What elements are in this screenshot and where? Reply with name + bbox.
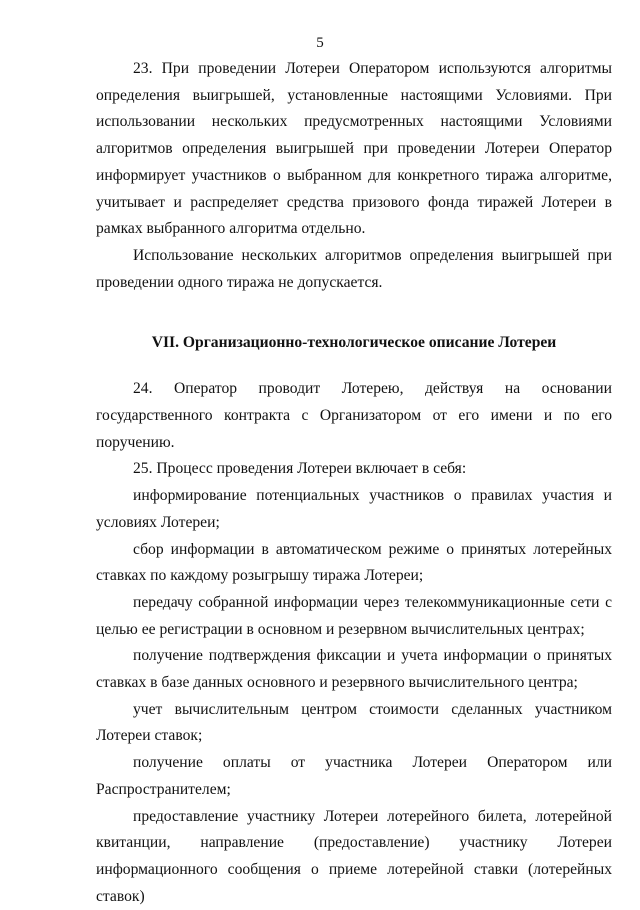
list-item-confirmation: получение подтверждения фиксации и учета информации о принятых ставках в базе данных основного и резервного вычислительного центра; (96, 647, 612, 692)
section-heading: VII. Организационно-технологическое описание Лотереи (151, 334, 557, 352)
list-item-informing: информирование потенциальных участников о правилах участия и условиях Лотереи; (96, 487, 612, 531)
list-item-accounting: учет вычислительным центром стоимости сделанных участником Лотереи ставок; (96, 700, 612, 745)
list-item-transfer: передачу собранной информации через телекоммуникационные сети с целью ее регистрации в основном и резервном вычислительных центрах; (96, 593, 612, 638)
list-item-collection: сбор информации в автоматическом режиме о принятых лотерейных ставках по каждому розыгрышу тиража Лотереи; (96, 540, 612, 585)
list-item-ticket: предоставление участнику Лотереи лотерейного билета, лотерейной квитанции, направление (предоставление) участнику Лотереи информационного сообщения о приеме лотерейной ставки (лотерейных ставок) (96, 807, 612, 905)
paragraph-25: 25. Процесс проведения Лотереи включает в себя: (133, 460, 467, 478)
page-number: 5 (316, 35, 324, 51)
paragraph-algorithms-restriction: Использование нескольких алгоритмов определения выигрышей при проведении одного тиража не допускается. (96, 246, 612, 291)
paragraph-24: 24. Оператор проводит Лотерею, действуя на основании государственного контракта с Организатором от его имени и по его поручению. (96, 380, 612, 451)
paragraph-23: 23. При проведении Лотереи Оператором используются алгоритмы определения выигрышей, установленные настоящими Условиями. При использовании нескольких предусмотренных настоящими Условиями алгоритмов определения выигрышей при проведении Лотереи Оператор информирует участников о выбранном для конкретного тиража алгоритме, учитывает и распределяет средства призового фонда тиражей Лотереи в рамках выбранного алгоритма отдельно. (96, 60, 612, 238)
document-body (96, 56, 612, 910)
list-item-payment: получение оплаты от участника Лотереи Оператором или Распространителем; (96, 754, 612, 798)
